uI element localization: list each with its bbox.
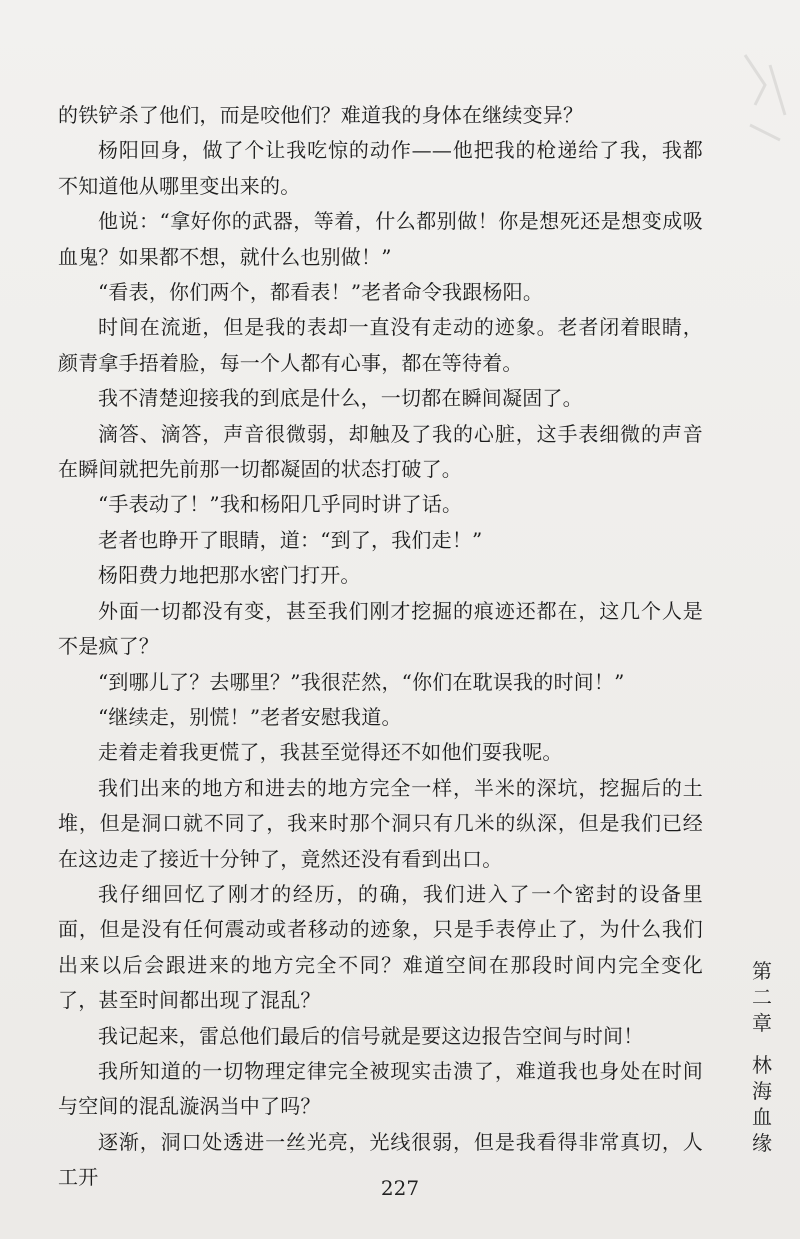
paragraph: 他说：“拿好你的武器，等着，什么都别做！你是想死还是想变成吸血鬼？如果都不想，就什么也别做！” [58, 209, 703, 269]
paragraph: 时间在流逝，但是我的表却一直没有走动的迹象。老者闭着眼睛，颜青拿手捂着脸，每一个人都有心事，都在等待着。 [58, 315, 703, 375]
paragraph: “到哪儿了？去哪里？”我很茫然，“你们在耽误我的时间！” [98, 669, 625, 694]
paragraph: “继续走，别慌！”老者安慰我道。 [98, 704, 402, 729]
bleed-through-mark [735, 45, 795, 155]
paragraph: “手表动了！”我和杨阳几乎同时讲了话。 [98, 492, 463, 517]
chapter-title-char: 缘 [752, 1131, 772, 1155]
paragraph: 我记起来，雷总他们最后的信号就是要这边报告空间与时间！ [98, 1023, 644, 1048]
paragraph: 杨阳回身，做了个让我吃惊的动作——他把我的枪递给了我，我都不知道他从哪里变出来的。 [58, 138, 703, 198]
chapter-char: 第 [752, 959, 772, 983]
paragraph: 我不清楚迎接我的到底是什么，一切都在瞬间凝固了。 [98, 386, 583, 411]
paragraph: “看表，你们两个，都看表！”老者命令我跟杨阳。 [98, 280, 544, 305]
paragraph: 外面一切都没有变，甚至我们刚才挖掘的痕迹还都在，这几个人是不是疯了？ [58, 598, 703, 659]
paragraph: 我所知道的一切物理定律完全被现实击溃了，难道我也身处在时间与空间的混乱漩涡当中了吗？ [58, 1058, 703, 1119]
paragraph: 我仔细回忆了刚才的经历，的确，我们进入了一个密封的设备里面，但是没有任何震动或者移动的迹象，只是手表停止了，为什么我们出来以后会跟进来的地方完全不同？难道空间在那段时间内完全变化了，甚至时间都出现了混乱？ [58, 881, 703, 1013]
paragraph: 逐渐，洞口处透进一丝光亮，光线很弱，但是我看得非常真切，人工开 [58, 1129, 703, 1190]
chapter-char: 二 [752, 985, 772, 1009]
page-number: 227 [380, 1176, 420, 1200]
paragraph: 滴答、滴答，声音很微弱，却触及了我的心脏，这手表细微的声音在瞬间就把先前那一切都凝固的状态打破了。 [58, 421, 703, 482]
paragraph: 杨阳费力地把那水密门打开。 [98, 563, 361, 588]
chapter-char: 章 [752, 1011, 772, 1035]
chapter-title-char: 林 [752, 1053, 772, 1077]
chapter-title-char: 血 [752, 1105, 772, 1129]
paragraph: 的铁铲杀了他们，而是咬他们？难道我的身体在继续变异？ [58, 103, 584, 127]
paragraph: 老者也睁开了眼睛，道：“到了，我们走！” [98, 527, 483, 552]
paragraph: 走着走着我更慌了，我甚至觉得还不如他们耍我呢。 [98, 740, 563, 765]
body-text [58, 98, 703, 1196]
chapter-title-char: 海 [752, 1079, 772, 1103]
paragraph: 我们出来的地方和进去的地方完全一样，半米的深坑，挖掘后的土堆，但是洞口就不同了，我来时那个洞只有几米的纵深，但是我们已经在这边走了接近十分钟了，竟然还没有看到出口。 [58, 775, 703, 871]
running-chapter-heading [750, 958, 774, 1156]
